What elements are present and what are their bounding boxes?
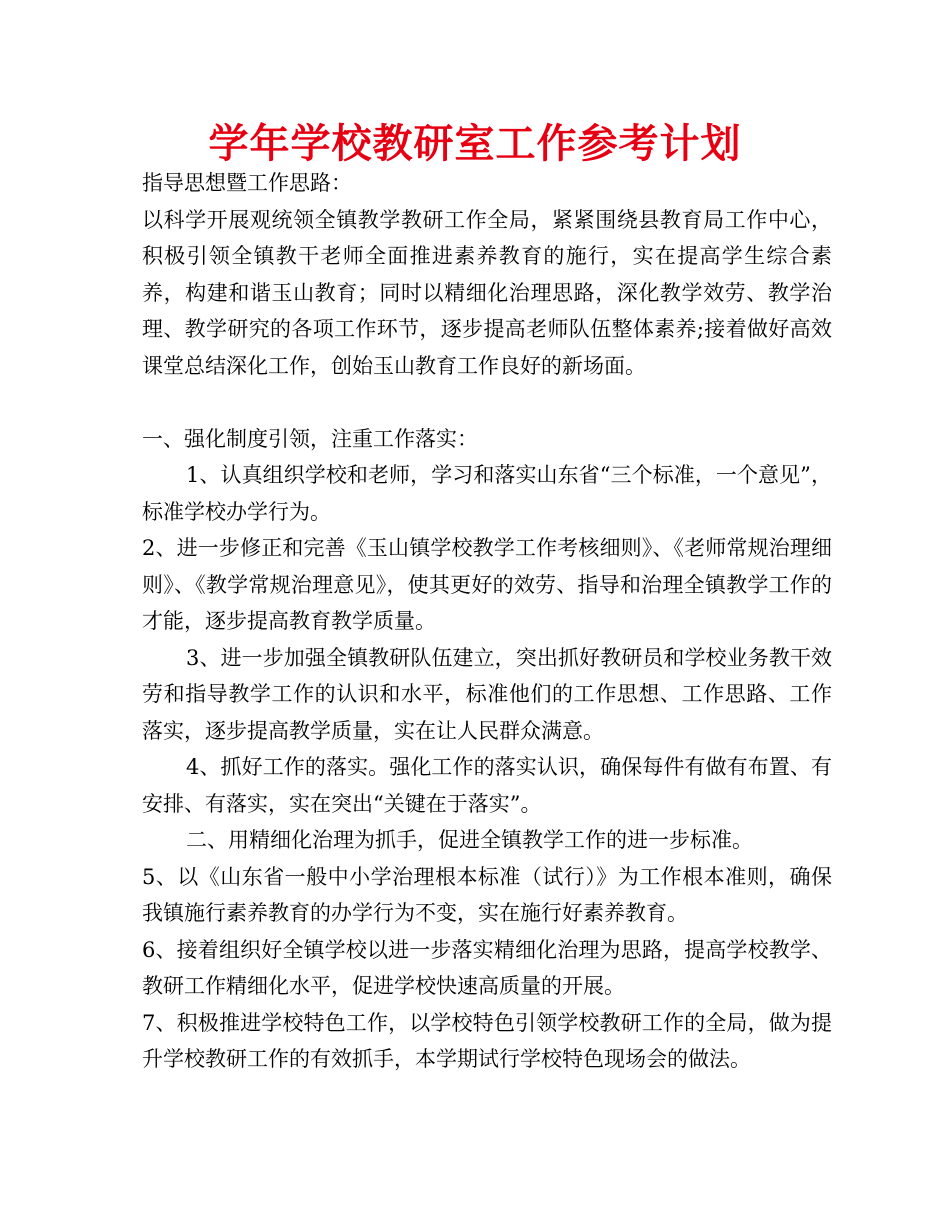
- list-item-6: 6、接着组织好全镇学校以进一步落实精细化治理为思路，提高学校教学、教研工作精细化水平，促进学校快速高质量的开展。: [142, 937, 832, 998]
- intro-heading: 指导思想暨工作思路：: [142, 171, 352, 195]
- list-item-1: 1、认真组织学校和老师，学习和落实山东省“三个标准，一个意见”，标准学校办学行为。: [142, 463, 832, 524]
- list-item-3: 3、进一步加强全镇教研队伍建立，突出抓好教研员和学校业务教干效劳和指导教学工作的认识和水平，标准他们的工作思想、工作思路、工作落实，逐步提高教学质量，实在让人民群众满意。: [142, 645, 832, 743]
- document-title: 学年学校教研室工作参考计划: [208, 121, 742, 167]
- section-heading-1: 一、强化制度引领，注重工作落实：: [142, 426, 478, 451]
- list-item-2: 2、进一步修正和完善《玉山镇学校教学工作考核细则》、《老师常规治理细则》、《教学常规治理意见》，使其更好的效劳、指导和治理全镇教学工作的才能，逐步提高教育教学质量。: [142, 536, 832, 633]
- document-body: [142, 165, 832, 1078]
- paragraph-gap: [142, 384, 832, 421]
- list-item-5: 5、以《山东省一般中小学治理根本标准（试行）》为工作根本准则，确保我镇施行素养教育的办学行为不变，实在施行好素养教育。: [142, 864, 832, 925]
- intro-paragraph: 以科学开展观统领全镇教学教研工作全局，紧紧围绕县教育局工作中心，积极引领全镇教干老师全面推进素养教育的施行，实在提高学生综合素养，构建和谐玉山教育；同时以精细化治理思路，深化教学效劳、教学治理、教学研究的各项工作环节，逐步提高老师队伍整体素养;接着做好高效课堂总结深化工作，创始玉山教育工作良好的新场面。: [142, 207, 832, 378]
- list-item-4: 4、抓好工作的落实。强化工作的落实认识，确保每件有做有布置、有安排、有落实，实在突出“关键在于落实”。: [142, 755, 832, 816]
- section-heading-2: 二、用精细化治理为抓手，促进全镇教学工作的进一步标准。: [186, 828, 753, 852]
- list-item-7: 7、积极推进学校特色工作，以学校特色引领学校教研工作的全局，做为提升学校教研工作的有效抓手，本学期试行学校特色现场会的做法。: [142, 1010, 832, 1071]
